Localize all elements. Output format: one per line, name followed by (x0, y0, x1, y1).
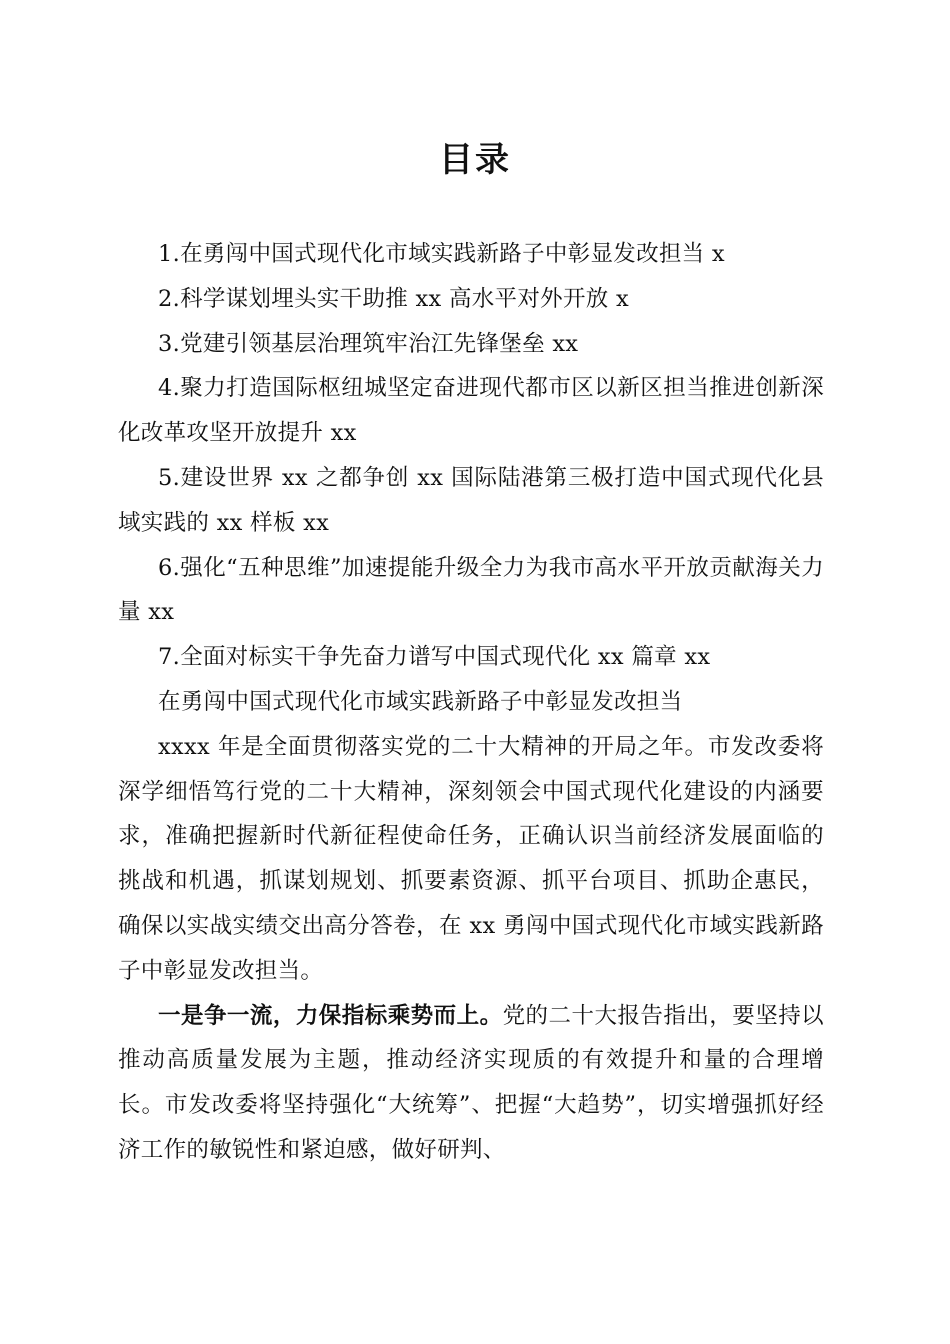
point-one-paragraph (118, 994, 824, 1173)
document-body (118, 232, 824, 1173)
toc-item-5: 5.建设世界 xx 之都争创 xx 国际陆港第三极打造中国式现代化县域实践的 xx 样板 xx (118, 464, 824, 536)
page-title: 目录 (439, 140, 511, 180)
toc-item-3: 3.党建引领基层治理筑牢治江先锋堡垒 xx (158, 330, 579, 357)
toc-item-6: 6.强化“五种思维”加速提能升级全力为我市高水平开放贡献海关力量 xx (118, 554, 824, 626)
section-heading: 在勇闯中国式现代化市域实践新路子中彰显发改担当 (158, 688, 683, 715)
toc-item-2: 2.科学谋划埋头实干助推 xx 高水平对外开放 x (158, 285, 629, 312)
toc-item-7: 7.全面对标实干争先奋力谱写中国式现代化 xx 篇章 xx (158, 644, 711, 671)
intro-paragraph: xxxx 年是全面贯彻落实党的二十大精神的开局之年。市发改委将深学细悟笃行党的二十大精神，深刻领会中国式现代化建设的内涵要求，准确把握新时代新征程使命任务，正确认识当前经济发展面临的挑战和机遇，抓谋划规划、抓要素资源、抓平台项目、抓助企惠民，确保以实战实绩交出高分答卷，在 xx 勇闯中国式现代化市域实践新路子中彰显发改担当。 (118, 733, 824, 984)
toc-item-4: 4.聚力打造国际枢纽城坚定奋进现代都市区以新区担当推进创新深化改革攻坚开放提升 xx (118, 375, 824, 447)
point-one-body: 党的二十大报告指出，要坚持以推动高质量发展为主题，推动经济实现质的有效提升和量的合理增长。市发改委将坚持强化“大统筹”、把握“大趋势”，切实增强抓好经济工作的敏锐性和紧迫感，做好研判、 (118, 1002, 824, 1163)
toc-item-1: 1.在勇闯中国式现代化市域实践新路子中彰显发改担当 x (158, 241, 725, 267)
point-one-lead: 一是争一流，力保指标乘势而上。 (158, 1002, 503, 1029)
